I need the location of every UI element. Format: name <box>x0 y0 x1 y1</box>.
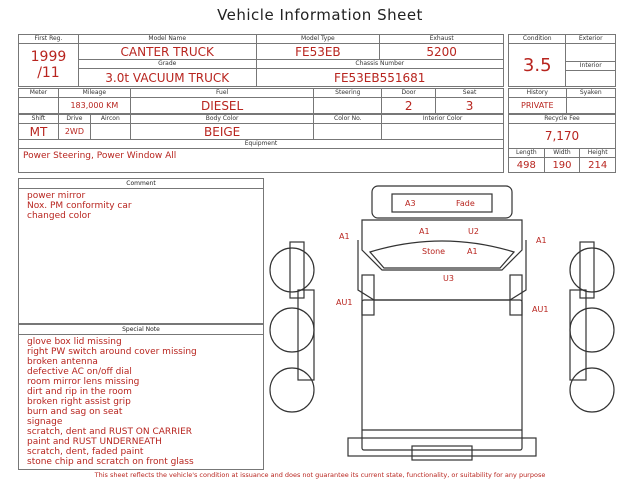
note-line: room mirror lens missing <box>27 377 140 387</box>
fuel-value: DIESEL <box>130 98 314 114</box>
color-table <box>18 114 504 173</box>
equipment-label: Equipment <box>19 140 504 149</box>
steering-label: Steering <box>314 89 382 98</box>
meter-label: Meter <box>19 89 59 98</box>
syaken-label: Syaken <box>566 89 615 98</box>
history-value: PRIVATE <box>509 98 567 114</box>
meter-value <box>19 98 59 114</box>
truck-damage-diagram <box>262 180 640 470</box>
note-line: broken right assist grip <box>27 397 131 407</box>
height-value: 214 <box>580 158 616 173</box>
rear-step <box>412 446 472 460</box>
exterior-label: Exterior <box>566 35 616 44</box>
syaken-value <box>566 98 615 114</box>
comment-line: power mirror <box>27 191 86 201</box>
shift-label: Shift <box>19 115 59 124</box>
exterior-value <box>566 44 616 62</box>
note-line: broken antenna <box>27 357 98 367</box>
recycle-fee-label: Recycle Fee <box>509 115 616 124</box>
mileage-label: Mileage <box>58 89 130 98</box>
steering-value <box>314 98 382 114</box>
note-line: defective AC on/off dial <box>27 367 132 377</box>
grade-label: Grade <box>78 60 256 69</box>
wheel-mid-right <box>570 308 614 352</box>
first-reg-month: /11 <box>37 65 60 81</box>
wheel-mid-left <box>270 308 314 352</box>
identity-table <box>18 34 504 87</box>
note-line: glove box lid missing <box>27 337 122 347</box>
equipment-text: Power Steering, Power Window All <box>23 151 177 161</box>
length-value: 498 <box>509 158 545 173</box>
side-panel-right <box>570 290 586 380</box>
interior-color-label: Interior Color <box>382 115 504 124</box>
note-line: stone chip and scratch on front glass <box>27 457 194 467</box>
label-glass-grade: A1 <box>467 247 478 256</box>
cargo-bed <box>362 300 522 450</box>
sheet-title: Vehicle Information Sheet <box>217 6 423 24</box>
interior-value <box>566 71 616 87</box>
note-line: dirt and rip in the room <box>27 387 132 397</box>
drive-value: 2WD <box>58 124 90 140</box>
first-reg-year: 1999 <box>30 49 67 65</box>
interior-color-value <box>382 124 504 140</box>
width-value: 190 <box>544 158 580 173</box>
history-table <box>508 88 616 114</box>
body-color-value: BEIGE <box>130 124 314 140</box>
aircon-value <box>90 124 130 140</box>
note-line: signage <box>27 417 63 427</box>
model-type-value: FE53EB <box>256 44 380 60</box>
label-right-front: A1 <box>536 236 547 245</box>
drive-label: Drive <box>58 115 90 124</box>
comment-line: Nox. PM conformity car <box>27 201 132 211</box>
recycle-fee-value: 7,170 <box>509 124 616 149</box>
seat-label: Seat <box>436 89 504 98</box>
first-reg-label: First Reg. <box>19 35 79 44</box>
rear-bumper <box>348 438 536 456</box>
disclaimer-footer: This sheet reflects the vehicle's condition at issuance and does not guarantee its current state, functionality, or suitability for any purpose <box>94 471 546 479</box>
height-label: Height <box>580 149 616 158</box>
special-note-box <box>18 324 264 470</box>
comment-line: changed color <box>27 211 91 221</box>
history-label: History <box>509 89 567 98</box>
comment-label: Comment <box>19 179 263 189</box>
door-value: 2 <box>382 98 436 114</box>
color-no-label: Color No. <box>314 115 382 124</box>
width-label: Width <box>544 149 580 158</box>
spec-table <box>18 88 504 114</box>
wheel-front-left <box>270 248 314 292</box>
special-note-list <box>19 335 263 469</box>
note-line: paint and RUST UNDERNEATH <box>27 437 162 447</box>
note-line: scratch, dent, faded paint <box>27 447 144 457</box>
comment-list <box>19 189 263 223</box>
comment-box <box>18 178 264 324</box>
door-left <box>362 275 374 315</box>
cab-roof-outline <box>362 220 522 270</box>
note-line: scratch, dent and RUST ON CARRIER <box>27 427 193 437</box>
door-right <box>510 275 522 315</box>
body-color-label: Body Color <box>130 115 314 124</box>
door-label: Door <box>382 89 436 98</box>
label-hood-right: U2 <box>468 227 479 236</box>
model-type-label: Model Type <box>256 35 380 44</box>
label-right-side: AU1 <box>532 305 549 314</box>
wheel-front-right <box>570 248 614 292</box>
mileage-value: 183,000 KM <box>58 98 130 114</box>
condition-value: 3.5 <box>509 44 566 87</box>
cab-top-outline <box>372 186 512 218</box>
model-name-label: Model Name <box>78 35 256 44</box>
recycle-size-table <box>508 114 616 173</box>
exhaust-label: Exhaust <box>380 35 504 44</box>
label-hood-left: A1 <box>419 227 430 236</box>
fuel-label: Fuel <box>130 89 314 98</box>
label-fade: Fade <box>456 199 475 208</box>
model-name-value: CANTER TRUCK <box>78 44 256 60</box>
wheel-rear-left <box>270 368 314 412</box>
note-line: right PW switch around cover missing <box>27 347 197 357</box>
seat-value: 3 <box>436 98 504 114</box>
length-label: Length <box>509 149 545 158</box>
wheel-rear-right <box>570 368 614 412</box>
label-glass: Stone <box>422 247 446 256</box>
label-left-front: A1 <box>339 232 350 241</box>
note-line: burn and sag on seat <box>27 407 123 417</box>
shift-value: MT <box>19 124 59 140</box>
special-note-label: Special Note <box>19 325 263 335</box>
label-roof: U3 <box>443 274 454 283</box>
condition-label: Condition <box>509 35 566 44</box>
chassis-number-label: Chassis Number <box>256 60 504 69</box>
first-reg-value <box>19 44 79 87</box>
side-panel-left <box>298 290 314 380</box>
color-no-value <box>314 124 382 140</box>
chassis-number-value: FE53EB551681 <box>256 69 504 87</box>
label-left-side: AU1 <box>336 298 353 307</box>
exhaust-value: 5200 <box>380 44 504 60</box>
label-a3: A3 <box>405 199 416 208</box>
interior-label: Interior <box>566 62 616 71</box>
aircon-label: Aircon <box>90 115 130 124</box>
grade-value: 3.0t VACUUM TRUCK <box>78 69 256 87</box>
condition-table <box>508 34 616 87</box>
equipment-value <box>19 149 504 173</box>
